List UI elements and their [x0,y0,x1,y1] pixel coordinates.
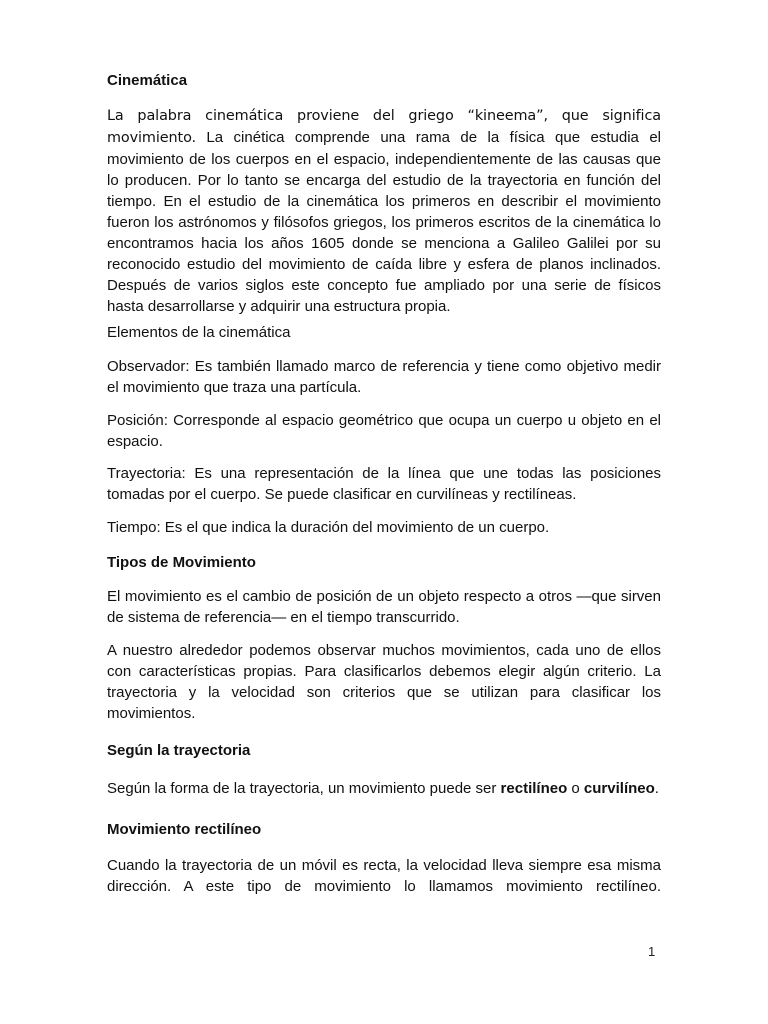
rectilineo-paragraph: Cuando la trayectoria de un móvil es recta, la velocidad lleva siempre esa misma dirección. A este tipo de movimiento lo llamamos movimiento rectilíneo. [107,857,661,895]
intro-rest: La cinética comprende una rama de la física que estudia el movimiento de los cuerpos en el espacio, independientemente de las causas que lo producen. Por lo tanto se encarga del estudio de la trayectoria en función del tiempo. En el estudio de la cinemática los primeros en describir el movimiento fueron los astrónomos y filósofos griegos, los primeros escritos de la cinemática lo encontramos hacia los años 1605 donde se menciona a Galileo Galilei por su reconocido estudio del movimiento de caída libre y esfera de planos inclinados. Después de varios siglos este concepto fue ampliado por una serie de físicos hasta desarrollarse y adquirir una estructura propia. [107,129,661,315]
segun-text-before: Según la forma de la trayectoria, un movimiento puede ser [107,780,501,797]
elementos-heading: Elementos de la cinemática [107,324,291,341]
rectilineo-heading: Movimiento rectilíneo [107,821,262,838]
rectilineo-term: rectilíneo [500,780,568,797]
tipos-heading: Tipos de Movimiento [107,554,256,571]
posicion-paragraph: Posición: Corresponde al espacio geométrico que ocupa un cuerpo u objeto en el espacio. [107,412,661,450]
tipos-paragraph-2: A nuestro alrededor podemos observar muchos movimientos, cada uno de ellos con características propias. Para clasificarlos debemos elegir algún criterio. La trayectoria y la velocidad son criterios que se utilizan para clasificar los movimientos. [107,642,661,722]
tiempo-paragraph: Tiempo: Es el que indica la duración del movimiento de un cuerpo. [107,519,550,536]
page-number: 1 [648,944,656,959]
segun-paragraph [107,778,661,799]
segun-text-after: . [654,780,659,797]
trayectoria-paragraph: Trayectoria: Es una representación de la línea que une todas las posiciones tomadas por el cuerpo. Se puede clasificar en curvilíneas y rectilíneas. [107,465,661,503]
document-title: Cinemática [107,72,188,89]
segun-text-middle: o [567,780,584,797]
intro-lead: La palabra cinemática proviene del griego “kineema”, que significa movimiento. [107,108,661,146]
curvilineo-term: curvilíneo [583,780,655,797]
tipos-paragraph-1: El movimiento es el cambio de posición de un objeto respecto a otros —que sirven de sistema de referencia— en el tiempo transcurrido. [107,588,661,626]
intro-paragraph [107,105,661,317]
segun-heading: Según la trayectoria [107,742,251,759]
observador-paragraph: Observador: Es también llamado marco de referencia y tiene como objetivo medir el movimiento que traza una partícula. [107,358,661,396]
